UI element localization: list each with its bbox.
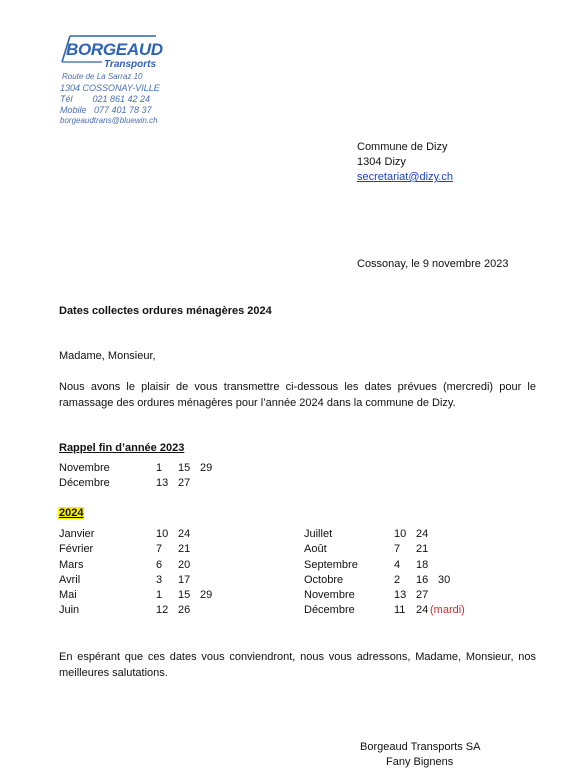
date-value: 1 [156, 462, 163, 474]
table-row [59, 588, 259, 602]
date-value: 16 [416, 574, 429, 586]
date-value: 21 [416, 543, 429, 555]
month-label: Octobre [304, 574, 344, 586]
logo-name: BORGEAUD [66, 40, 163, 59]
table-row [59, 558, 259, 572]
date-value: 1 [156, 589, 163, 601]
date-value: 30 [438, 574, 451, 586]
date-value: 24 [178, 528, 191, 540]
date-value: 29 [200, 462, 213, 474]
table-row [59, 461, 259, 475]
date-value: 4 [394, 559, 401, 571]
intro-paragraph: Nous avons le plaisir de vous transmettre ci-dessous les dates prévues (mercredi) pour le ramassage des ordures ménagères pour l’année 2024 dans la commune de Dizy. [59, 381, 536, 409]
sender-tel: Tél 021 861 42 24 [60, 94, 151, 104]
company-logo [58, 34, 168, 74]
weekday-note: (mardi) [430, 604, 465, 616]
table-row [59, 542, 259, 556]
month-label: Septembre [304, 559, 358, 571]
date-value: 7 [156, 543, 163, 555]
date-value: 27 [416, 589, 429, 601]
month-label: Juin [59, 604, 80, 616]
table-row [304, 527, 524, 541]
date-value: 15 [178, 462, 191, 474]
date-value: 7 [394, 543, 401, 555]
date-value: 10 [394, 528, 407, 540]
date-value: 26 [178, 604, 191, 616]
sender-street: Route de La Sarraz 10 [62, 72, 143, 81]
date-value: 29 [200, 589, 213, 601]
date-line: Cossonay, le 9 novembre 2023 [357, 258, 509, 270]
table-row [59, 527, 259, 541]
table-row [59, 573, 259, 587]
month-label: Juillet [304, 528, 333, 540]
date-value: 18 [416, 559, 429, 571]
month-label: Décembre [59, 477, 110, 489]
logo-subtitle: Transports [104, 59, 157, 70]
month-label: Avril [59, 574, 81, 586]
subject: Dates collectes ordures ménagères 2024 [59, 305, 272, 317]
month-label: Novembre [304, 589, 355, 601]
month-label: Mai [59, 589, 77, 601]
month-label: Janvier [59, 528, 95, 540]
recipient-name: Commune de Dizy [357, 141, 448, 153]
date-value: 24 [416, 604, 429, 616]
month-label: Décembre [304, 604, 355, 616]
month-label: Février [59, 543, 94, 555]
sender-email: borgeaudtrans@bluewin.ch [60, 116, 158, 125]
date-value: 13 [156, 477, 169, 489]
sender-city: 1304 COSSONAY-VILLE [60, 83, 160, 93]
sender-mobile: Mobile 077 401 78 37 [60, 105, 152, 115]
reminder-heading: Rappel fin d’année 2023 [59, 442, 185, 454]
date-value: 3 [156, 574, 163, 586]
date-value: 12 [156, 604, 169, 616]
date-value: 27 [178, 477, 191, 489]
date-value: 21 [178, 543, 191, 555]
recipient-email-link[interactable]: secretariat@dizy.ch [357, 171, 453, 183]
table-row [304, 558, 524, 572]
table-row [59, 603, 259, 617]
date-value: 10 [156, 528, 169, 540]
table-row [304, 588, 524, 602]
table-row [304, 603, 524, 617]
date-value: 20 [178, 559, 191, 571]
date-value: 6 [156, 559, 163, 571]
month-label: Novembre [59, 462, 110, 474]
table-row [304, 573, 524, 587]
signature-company: Borgeaud Transports SA [360, 741, 481, 753]
month-label: Mars [59, 559, 84, 571]
salutation: Madame, Monsieur, [59, 350, 156, 362]
month-label: Août [304, 543, 327, 555]
signature-person: Fany Bignens [386, 756, 454, 768]
recipient-city: 1304 Dizy [357, 156, 406, 168]
table-row [59, 476, 259, 490]
table-row [304, 542, 524, 556]
date-value: 17 [178, 574, 191, 586]
year-2024-heading: 2024 [59, 507, 84, 519]
date-value: 11 [394, 604, 406, 616]
date-value: 2 [394, 574, 401, 586]
date-value: 15 [178, 589, 191, 601]
closing-paragraph: En espérant que ces dates vous conviendront, nous vous adressons, Madame, Monsieur, nos meilleures salutations. [59, 651, 536, 679]
date-value: 24 [416, 528, 429, 540]
date-value: 13 [394, 589, 407, 601]
